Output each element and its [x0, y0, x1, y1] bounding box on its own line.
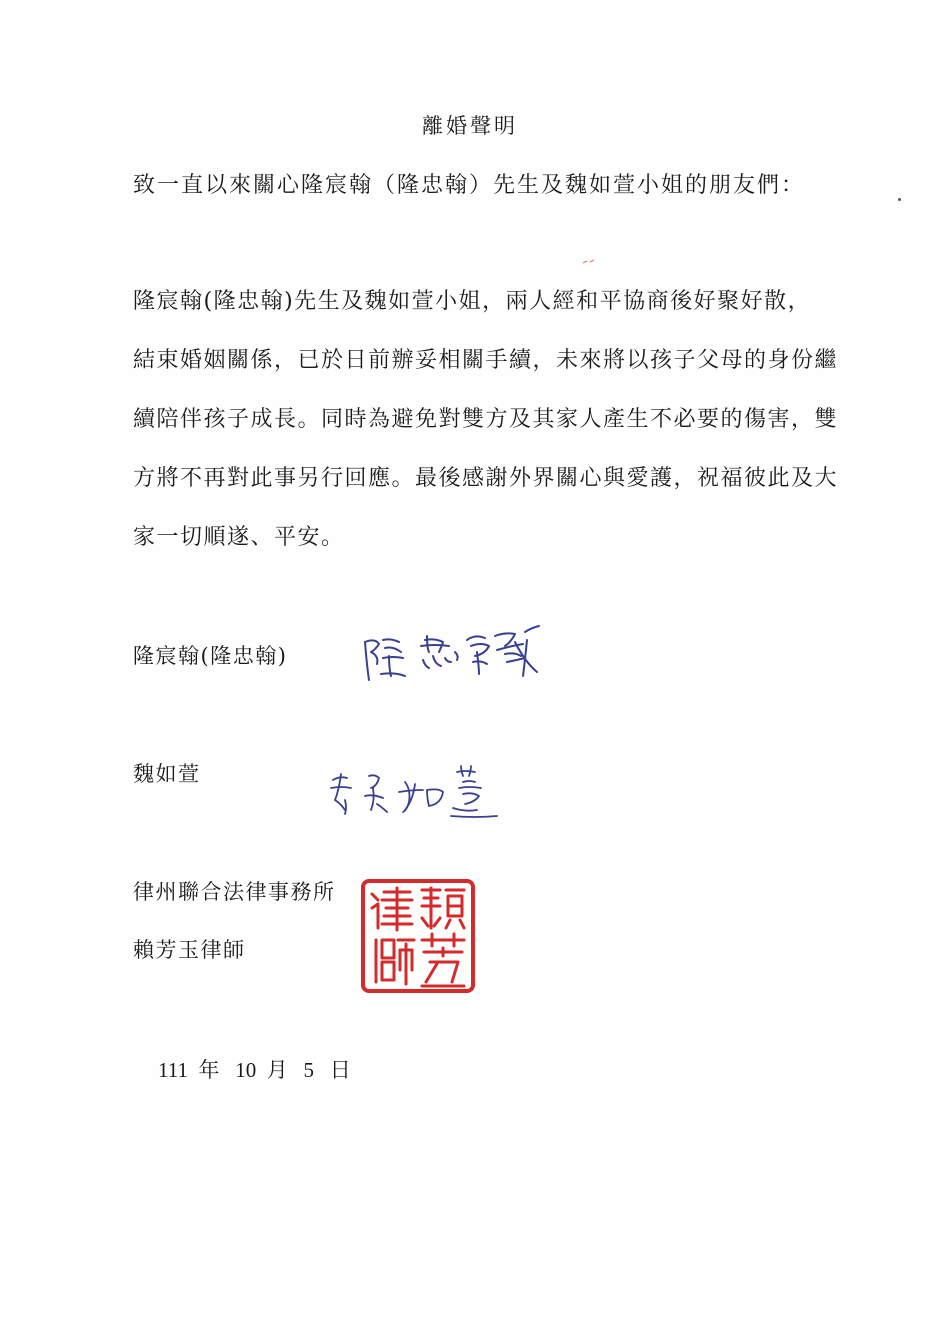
date-month: 10 — [235, 1058, 257, 1082]
document-date — [158, 1054, 351, 1084]
date-day: 5 — [303, 1058, 314, 1082]
body-line-2: 結束婚姻關係，已於日前辦妥相關手續，未來將以孩子父母的身份繼 — [133, 348, 839, 373]
body-line-3: 續陪伴孩子成長。同時為避免對雙方及其家人產生不必要的傷害，雙 — [133, 407, 839, 432]
lawyer-label: 賴芳玉律師 — [133, 938, 246, 962]
date-day-unit: 日 — [329, 1058, 351, 1082]
stray-red-mark — [582, 250, 596, 256]
document-title: 離婚聲明 — [422, 114, 518, 138]
stray-dot — [898, 198, 901, 201]
signatory-long-label: 隆宸翰(隆忠翰) — [133, 644, 288, 668]
body-line-1: 隆宸翰(隆忠翰)先生及魏如萱小姐，兩人經和平協商後好聚好散， — [133, 289, 812, 314]
lawyer-seal — [360, 878, 476, 994]
signature-long — [355, 612, 555, 692]
law-firm-label: 律州聯合法律事務所 — [133, 880, 336, 904]
date-year-unit: 年 — [198, 1058, 220, 1082]
date-year: 111 — [158, 1058, 188, 1082]
body-line-4: 方將不再對此事另行回應。最後感謝外界關心與愛護，祝福彼此及大 — [133, 466, 839, 491]
signatory-wei-label: 魏如萱 — [133, 762, 201, 786]
signature-wei — [325, 760, 505, 824]
date-month-unit: 月 — [266, 1058, 288, 1082]
salutation: 致一直以來關心隆宸翰（隆忠翰）先生及魏如萱小姐的朋友們： — [133, 173, 806, 198]
body-line-5: 家一切順遂、平安。 — [133, 525, 345, 550]
